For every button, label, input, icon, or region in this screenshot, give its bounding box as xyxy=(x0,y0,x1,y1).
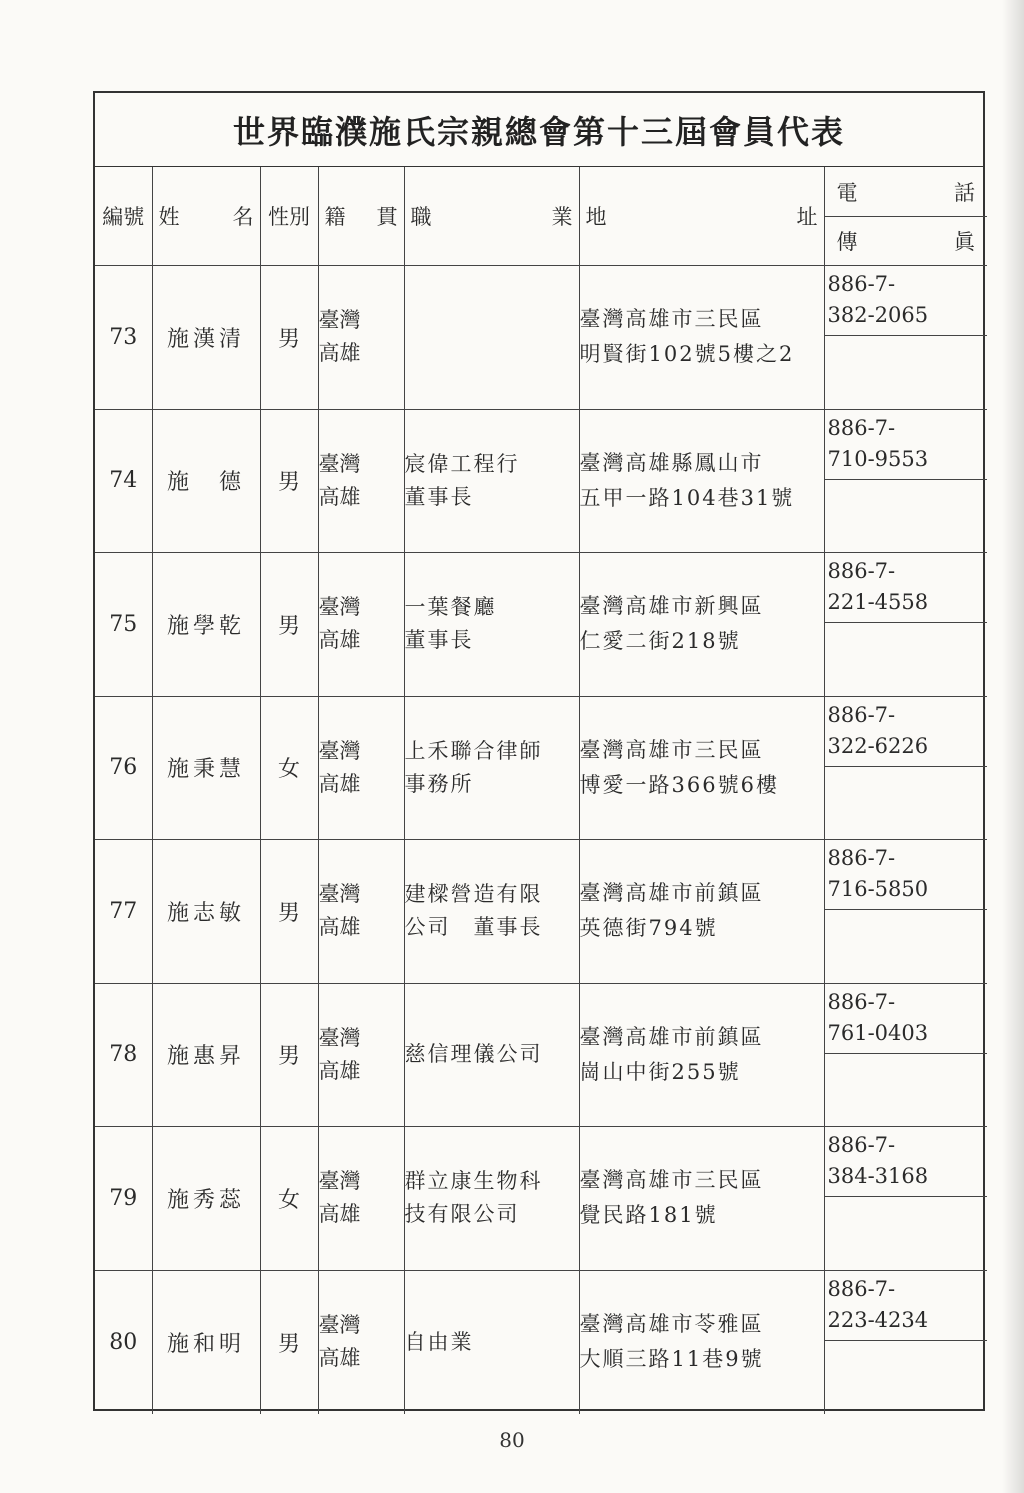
member-name: 施秀蕊 xyxy=(152,1127,260,1271)
origin-line: 臺灣 xyxy=(318,1169,361,1194)
origin-line: 臺灣 xyxy=(318,595,361,620)
member-occupation xyxy=(404,840,579,984)
member-name: 施和明 xyxy=(152,1270,260,1414)
member-contact xyxy=(824,840,987,984)
member-phone xyxy=(825,1127,988,1197)
member-number: 77 xyxy=(95,840,152,984)
roster-frame xyxy=(93,91,985,1411)
header-address: 地 址 xyxy=(579,167,824,266)
member-occupation xyxy=(404,553,579,697)
member-name: 施 德 xyxy=(152,409,260,553)
address-line: 臺灣高雄市三民區 xyxy=(579,737,764,762)
member-gender: 男 xyxy=(260,553,318,697)
member-address xyxy=(579,553,824,697)
member-origin xyxy=(318,409,404,553)
member-fax xyxy=(825,767,988,839)
origin-line: 高雄 xyxy=(318,915,361,940)
phone-line: 886-7- xyxy=(827,702,896,727)
origin-line: 高雄 xyxy=(318,484,361,509)
phone-line: 886-7- xyxy=(827,1277,896,1301)
table-row xyxy=(95,1127,987,1271)
phone-line: 322-6226 xyxy=(827,733,929,758)
member-phone xyxy=(825,984,988,1054)
member-address xyxy=(579,409,824,553)
member-name: 施志敏 xyxy=(152,840,260,984)
member-address xyxy=(579,1127,824,1271)
address-line: 臺灣高雄市前鎮區 xyxy=(579,881,764,906)
member-phone xyxy=(825,410,988,480)
member-origin xyxy=(318,553,404,697)
member-address xyxy=(579,1270,824,1414)
page-title: 世界臨濮施氏宗親總會第十三屆會員代表 xyxy=(95,93,983,167)
member-fax xyxy=(825,910,988,982)
occupation-line: 自由業 xyxy=(404,1329,474,1354)
member-phone xyxy=(825,266,988,336)
member-contact xyxy=(824,696,987,840)
phone-line: 886-7- xyxy=(827,415,896,440)
address-line: 臺灣高雄市新興區 xyxy=(579,594,764,619)
header-fax: 傳 眞 xyxy=(836,230,975,254)
origin-line: 高雄 xyxy=(318,341,361,366)
member-origin xyxy=(318,696,404,840)
table-row xyxy=(95,840,987,984)
header-phone: 電 話 xyxy=(825,167,988,217)
phone-line: 886-7- xyxy=(827,559,896,584)
phone-line: 716-5850 xyxy=(827,877,929,902)
header-name: 姓 名 xyxy=(152,167,260,266)
occupation-line: 宸偉工程行 xyxy=(404,451,520,476)
member-number: 76 xyxy=(95,696,152,840)
member-origin xyxy=(318,840,404,984)
address-line: 明賢街102號5樓之2 xyxy=(579,342,795,367)
page-edge-shadow xyxy=(1002,0,1024,1493)
member-address xyxy=(579,983,824,1127)
member-occupation xyxy=(404,696,579,840)
page-number: 80 xyxy=(499,1428,525,1452)
member-address xyxy=(579,840,824,984)
occupation-line: 上禾聯合律師 xyxy=(404,738,543,763)
header-origin: 籍 貫 xyxy=(318,167,404,266)
member-phone xyxy=(825,840,988,910)
member-fax xyxy=(825,623,988,695)
member-number: 78 xyxy=(95,983,152,1127)
member-name: 施惠昇 xyxy=(152,983,260,1127)
member-origin xyxy=(318,1127,404,1271)
address-line: 英德街794號 xyxy=(579,916,718,941)
member-contact xyxy=(824,409,987,553)
origin-line: 臺灣 xyxy=(318,1313,361,1337)
member-gender: 男 xyxy=(260,1270,318,1414)
address-line: 臺灣高雄縣鳳山市 xyxy=(579,450,764,475)
origin-line: 高雄 xyxy=(318,1346,361,1370)
occupation-line: 技有限公司 xyxy=(404,1202,520,1227)
phone-line: 710-9553 xyxy=(827,446,929,471)
member-phone xyxy=(825,1271,988,1341)
table-row xyxy=(95,1270,987,1414)
address-line: 臺灣高雄市三民區 xyxy=(579,307,764,332)
table-row xyxy=(95,983,987,1127)
member-gender: 男 xyxy=(260,983,318,1127)
table-row xyxy=(95,553,987,697)
member-contact xyxy=(824,1127,987,1271)
origin-line: 臺灣 xyxy=(318,882,361,907)
member-occupation xyxy=(404,1270,579,1414)
address-line: 崗山中街255號 xyxy=(579,1059,741,1084)
address-line: 仁愛二街218號 xyxy=(579,629,741,654)
occupation-line: 建樑營造有限 xyxy=(404,882,543,907)
phone-line: 761-0403 xyxy=(827,1020,929,1045)
occupation-line: 事務所 xyxy=(404,771,474,796)
phone-line: 384-3168 xyxy=(827,1164,929,1189)
phone-line: 221-4558 xyxy=(827,590,929,615)
phone-line: 886-7- xyxy=(827,846,896,871)
member-fax xyxy=(825,336,988,408)
member-number: 75 xyxy=(95,553,152,697)
header-phone-fax xyxy=(824,167,987,266)
phone-line: 382-2065 xyxy=(827,303,929,328)
member-phone xyxy=(825,697,988,767)
member-contact xyxy=(824,1270,987,1414)
member-contact xyxy=(824,266,987,410)
origin-line: 高雄 xyxy=(318,628,361,653)
member-occupation xyxy=(404,1127,579,1271)
occupation-line: 董事長 xyxy=(404,484,474,509)
address-line: 博愛一路366號6樓 xyxy=(579,772,779,797)
member-origin xyxy=(318,1270,404,1414)
member-number: 79 xyxy=(95,1127,152,1271)
member-name: 施學乾 xyxy=(152,553,260,697)
header-gender: 性別 xyxy=(260,167,318,266)
member-gender: 女 xyxy=(260,696,318,840)
member-fax xyxy=(825,1341,988,1413)
address-line: 大順三路11巷9號 xyxy=(579,1347,764,1371)
table-row xyxy=(95,409,987,553)
address-line: 臺灣高雄市三民區 xyxy=(579,1168,764,1193)
origin-line: 臺灣 xyxy=(318,1025,361,1050)
address-line: 五甲一路104巷31號 xyxy=(579,485,795,510)
address-line: 臺灣高雄市前鎮區 xyxy=(579,1024,764,1049)
origin-line: 臺灣 xyxy=(318,308,361,333)
occupation-line: 董事長 xyxy=(404,628,474,653)
occupation-line: 公司 董事長 xyxy=(404,915,543,940)
header-number: 編號 xyxy=(95,167,152,266)
table-row xyxy=(95,266,987,410)
member-contact xyxy=(824,553,987,697)
occupation-line: 慈信理儀公司 xyxy=(404,1042,543,1067)
table-header-row xyxy=(95,167,987,266)
origin-line: 高雄 xyxy=(318,1202,361,1227)
member-fax xyxy=(825,1054,988,1126)
member-gender: 男 xyxy=(260,266,318,410)
member-number: 73 xyxy=(95,266,152,410)
member-name: 施秉慧 xyxy=(152,696,260,840)
member-number: 80 xyxy=(95,1270,152,1414)
origin-line: 臺灣 xyxy=(318,738,361,763)
member-occupation xyxy=(404,983,579,1127)
member-fax xyxy=(825,480,988,552)
header-occupation: 職 業 xyxy=(404,167,579,266)
member-table xyxy=(95,167,987,1414)
origin-line: 高雄 xyxy=(318,1058,361,1083)
member-number: 74 xyxy=(95,409,152,553)
origin-line: 臺灣 xyxy=(318,451,361,476)
member-origin xyxy=(318,266,404,410)
phone-line: 886-7- xyxy=(827,989,896,1014)
table-row xyxy=(95,696,987,840)
member-name: 施漢清 xyxy=(152,266,260,410)
occupation-line: 群立康生物科 xyxy=(404,1169,543,1194)
member-address xyxy=(579,696,824,840)
phone-line: 886-7- xyxy=(827,1133,896,1158)
origin-line: 高雄 xyxy=(318,771,361,796)
occupation-line: 一葉餐廳 xyxy=(404,595,497,620)
member-contact xyxy=(824,983,987,1127)
member-origin xyxy=(318,983,404,1127)
address-line: 覺民路181號 xyxy=(579,1203,718,1228)
phone-line: 223-4234 xyxy=(827,1308,929,1332)
member-gender: 男 xyxy=(260,840,318,984)
member-fax xyxy=(825,1197,988,1269)
member-gender: 女 xyxy=(260,1127,318,1271)
phone-line: 886-7- xyxy=(827,272,896,297)
member-gender: 男 xyxy=(260,409,318,553)
member-occupation xyxy=(404,409,579,553)
member-phone xyxy=(825,553,988,623)
member-address xyxy=(579,266,824,410)
address-line: 臺灣高雄市苓雅區 xyxy=(579,1312,764,1336)
member-occupation xyxy=(404,266,579,410)
